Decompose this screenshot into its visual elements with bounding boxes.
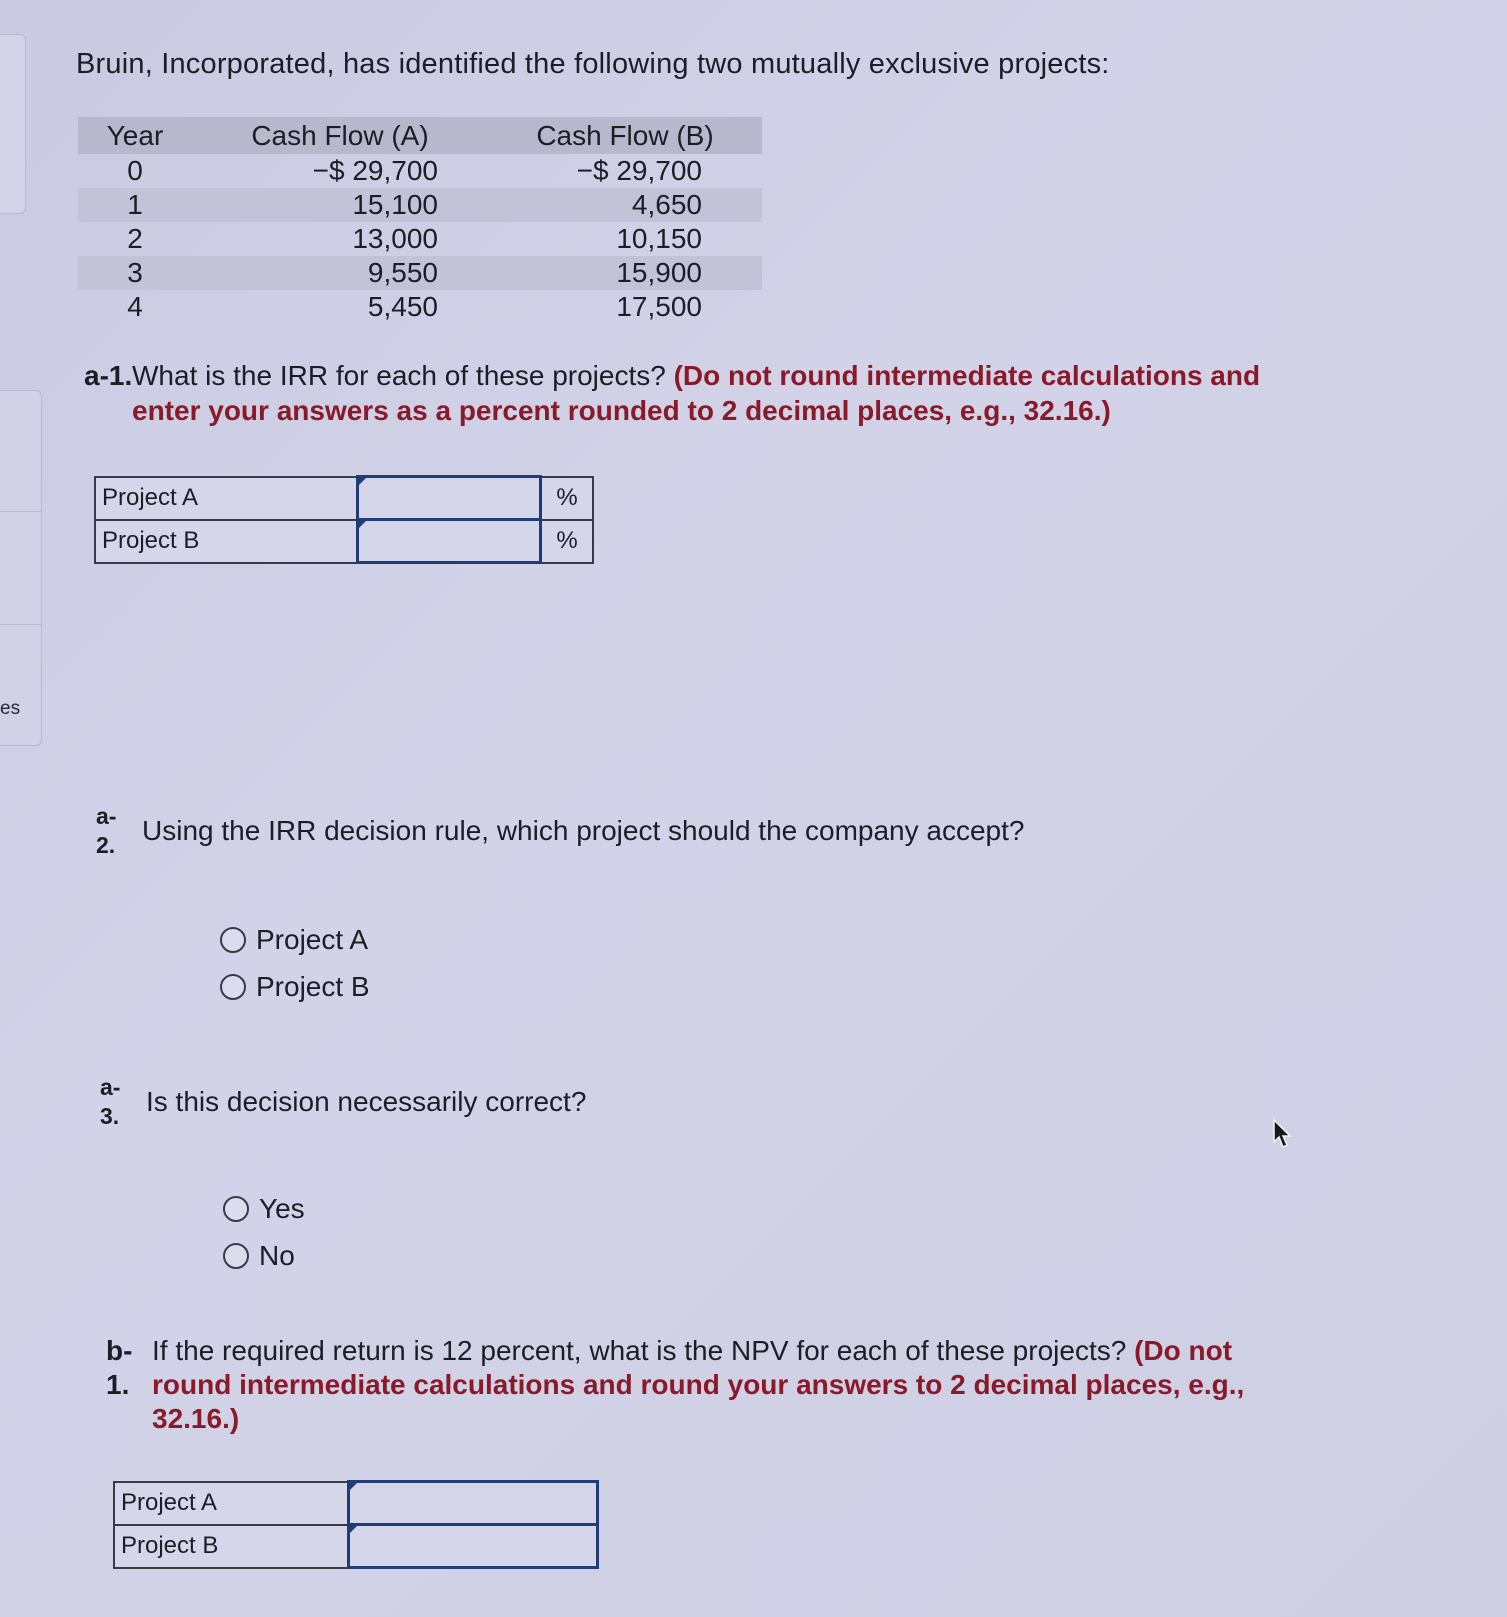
- radio-label[interactable]: Yes: [259, 1193, 305, 1224]
- radio-circle[interactable]: [220, 974, 246, 1000]
- table-row: [78, 154, 762, 188]
- question-b1-label: [106, 1334, 142, 1402]
- npv-row-label: Project B: [114, 1525, 349, 1568]
- year-cell: 4: [127, 291, 143, 322]
- irr-input-project-b[interactable]: [358, 520, 541, 563]
- question-a2-label-line1: a-: [96, 803, 117, 829]
- irr-row-label: Project A: [95, 477, 358, 520]
- year-cell: 1: [78, 188, 192, 222]
- npv-row-project-b: [114, 1525, 598, 1568]
- radio-label[interactable]: Project A: [256, 924, 369, 955]
- question-b1-label-line1: b-: [106, 1335, 133, 1366]
- cash-flow-b-cell: 4,650: [488, 188, 762, 222]
- radio-circle[interactable]: [223, 1196, 249, 1222]
- sidebar-label[interactable]: es: [0, 698, 21, 719]
- table-row: [78, 222, 762, 256]
- radio-option-yes[interactable]: [223, 1193, 305, 1225]
- table-row: [78, 188, 762, 222]
- radio-circle[interactable]: [223, 1243, 249, 1269]
- header-year: Year: [78, 117, 192, 154]
- cash-flow-a-cell: 5,450: [367, 291, 438, 322]
- cashflow-table: [78, 117, 762, 324]
- question-a2-label-line2: 2.: [96, 832, 116, 858]
- npv-input-project-b[interactable]: [349, 1525, 598, 1568]
- question-a1-label: a-1.: [84, 360, 133, 391]
- header-cash-flow-b: Cash Flow (B): [488, 117, 762, 154]
- radio-circle[interactable]: [220, 927, 246, 953]
- header-cash-flow-a: Cash Flow (A): [192, 117, 488, 154]
- cash-flow-b-cell: −$ 29,700: [576, 155, 702, 186]
- sidebar-panel-top: [0, 34, 26, 214]
- question-b1-text: If the required return is 12 percent, what is the NPV for each of these projects?: [152, 1335, 1135, 1366]
- question-a1: [84, 358, 1284, 428]
- sidebar-divider: [0, 624, 41, 625]
- table-row: [78, 290, 762, 324]
- problem-intro: Bruin, Incorporated, has identified the following two mutually exclusive projects:: [76, 48, 1110, 80]
- npv-answer-table: [113, 1480, 599, 1569]
- cash-flow-a-cell: 13,000: [352, 223, 438, 254]
- question-b1-label-line2: 1.: [106, 1369, 130, 1400]
- question-a3-label-line2: 3.: [100, 1103, 120, 1129]
- irr-input-project-a[interactable]: [358, 477, 541, 520]
- percent-unit: %: [541, 477, 594, 520]
- sidebar-panel: [0, 390, 42, 746]
- mouse-cursor-icon: [1272, 1118, 1294, 1150]
- npv-input-project-a[interactable]: [349, 1482, 598, 1525]
- year-cell: 3: [78, 256, 192, 290]
- year-cell: 0: [127, 155, 143, 186]
- cash-flow-b-cell: 17,500: [616, 291, 702, 322]
- irr-row-project-b: [95, 520, 593, 563]
- question-a1-text: What is the IRR for each of these projects?: [132, 360, 674, 391]
- cashflow-header-row: [78, 117, 762, 154]
- cash-flow-b-cell: 10,150: [616, 223, 702, 254]
- question-a2-text: Using the IRR decision rule, which project should the company accept?: [142, 815, 1025, 846]
- radio-option-project-b[interactable]: [220, 971, 370, 1003]
- irr-answer-table: [94, 475, 594, 564]
- cash-flow-a-cell: 9,550: [192, 256, 488, 290]
- sidebar-divider: [0, 511, 41, 512]
- cash-flow-a-cell: 15,100: [192, 188, 488, 222]
- radio-option-no[interactable]: [223, 1240, 295, 1272]
- percent-unit: %: [541, 520, 594, 563]
- year-cell: 2: [127, 223, 143, 254]
- question-a3-text: Is this decision necessarily correct?: [146, 1086, 587, 1117]
- radio-label[interactable]: Project B: [256, 971, 370, 1002]
- cash-flow-a-cell: −$ 29,700: [312, 155, 438, 186]
- table-row: [78, 256, 762, 290]
- radio-label[interactable]: No: [259, 1240, 295, 1271]
- question-b1-instruction: (Do not round intermediate calculations and round your answers to 2 decimal places, e.g., 32.16.): [152, 1335, 1245, 1434]
- radio-option-project-a[interactable]: [220, 924, 368, 956]
- question-a1-instruction: (Do not round intermediate calculations and enter your answers as a percent rounded to 2 decimal places, e.g., 32.16.): [132, 360, 1261, 426]
- question-a3-label-line1: a-: [100, 1074, 121, 1100]
- irr-row-label: Project B: [95, 520, 358, 563]
- question-a2-label: [96, 802, 116, 860]
- irr-row-project-a: [95, 477, 593, 520]
- npv-row-project-a: [114, 1482, 598, 1525]
- cash-flow-b-cell: 15,900: [488, 256, 762, 290]
- npv-row-label: Project A: [114, 1482, 349, 1525]
- question-b1: [106, 1334, 1266, 1436]
- question-a3-label: [100, 1073, 120, 1131]
